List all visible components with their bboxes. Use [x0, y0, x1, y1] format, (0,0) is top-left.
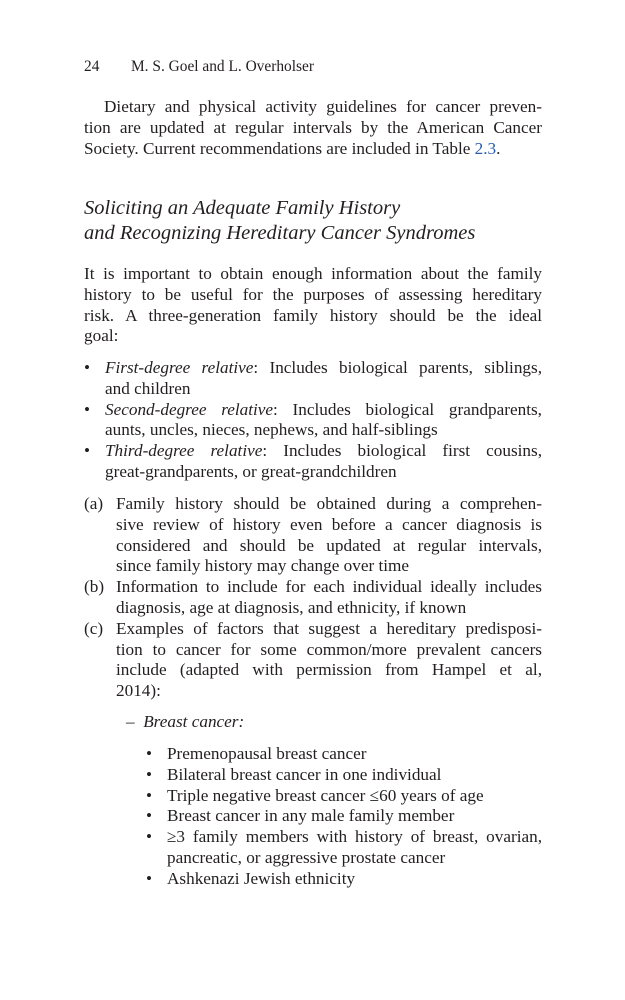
breast-cancer-heading [126, 712, 542, 733]
list-item-text: Premenopausal breast cancer [167, 744, 367, 763]
list-item-line: since family history may change over time [116, 556, 410, 576]
list-item [84, 577, 542, 619]
list-item-line: include (adapted with permission from Hampel et al, [116, 660, 542, 680]
list-marker: (a) [84, 494, 104, 513]
list-item-line: aunts, uncles, nieces, nephews, and half-siblings [105, 420, 438, 440]
list-item-text: Breast cancer in any male family member [167, 806, 455, 826]
paragraph-line: risk. A three-generation family history should be the ideal [84, 305, 542, 325]
list-item-line: tion to cancer for some common/more prevalent cancers [116, 639, 542, 659]
bullet-icon: • [84, 358, 91, 377]
running-head-authors: M. S. Goel and L. Overholser [131, 58, 314, 75]
list-item [84, 441, 542, 483]
paragraph-line: goal: [84, 326, 119, 346]
list-item-text: Bilateral breast cancer in one individual [167, 764, 442, 784]
list-item [146, 786, 542, 807]
bullet-icon: • [146, 868, 153, 888]
bullet-icon: • [146, 785, 153, 805]
bullet-icon: • [146, 764, 153, 784]
section-heading-line: and Recognizing Hereditary Cancer Syndromes [84, 221, 476, 244]
dash-marker: – [126, 712, 135, 731]
list-item [84, 494, 542, 577]
bullet-icon: • [84, 399, 91, 419]
bullet-icon: • [84, 441, 91, 461]
relative-description: : Includes biological grandparents, [273, 399, 542, 419]
relative-description: : Includes biological first cousins, [262, 441, 543, 461]
intro-paragraph [84, 97, 542, 159]
table-link[interactable]: 2.3 [474, 138, 497, 158]
bullet-icon: • [146, 827, 153, 847]
dash-line [126, 712, 542, 733]
list-item [84, 400, 542, 442]
relative-description: : Includes biological parents, siblings, [253, 358, 542, 377]
list-item-line [105, 358, 542, 379]
intro-line-prefix: Society. Current recommendations are included in Table [84, 138, 475, 158]
intro-line [84, 139, 542, 160]
section-paragraph [84, 264, 542, 347]
list-item-text: Triple negative breast cancer ≤60 years of age [167, 785, 484, 805]
list-item-line: considered and should be updated at regular intervals, [116, 535, 542, 555]
intro-line: tion are updated at regular intervals by the American Cancer [84, 117, 542, 137]
bullet-icon: • [146, 744, 153, 763]
list-marker: (b) [84, 577, 105, 597]
list-item-line: Examples of factors that suggest a hereditary predisposi- [116, 618, 542, 638]
paragraph-line: It is important to obtain enough information about the family [84, 264, 542, 283]
list-item-line: Family history should be obtained during a comprehen- [116, 494, 542, 513]
breast-cancer-label: Breast cancer: [143, 712, 245, 731]
breast-cancer-list [146, 744, 542, 890]
section-heading [84, 196, 554, 245]
intro-line-suffix: . [496, 138, 501, 158]
list-item-line [105, 400, 542, 421]
list-item [84, 358, 542, 400]
list-item [146, 806, 542, 827]
list-item-text: ≥3 family members with history of breast, ovarian, [167, 827, 542, 847]
relative-term: Third-degree relative [105, 441, 263, 461]
list-item-text: Ashkenazi Jewish ethnicity [167, 868, 356, 888]
list-item-line: sive review of history even before a cancer diagnosis is [116, 514, 542, 534]
list-item-line: Information to include for each individual ideally includes [116, 577, 542, 597]
list-item [84, 619, 542, 702]
bullet-icon: • [146, 806, 153, 826]
list-item [146, 765, 542, 786]
list-item-line: and children [105, 378, 191, 398]
lettered-list [84, 494, 542, 702]
section-heading-line: Soliciting an Adequate Family History [84, 197, 401, 219]
list-item [146, 869, 542, 890]
intro-line: Dietary and physical activity guidelines for cancer preven- [104, 97, 542, 116]
list-item-line: diagnosis, age at diagnosis, and ethnicity, if known [116, 597, 467, 617]
list-item-line: great-grandparents, or great-grandchildren [105, 461, 397, 481]
list-marker: (c) [84, 618, 104, 638]
paragraph-line: history to be useful for the purposes of assessing hereditary [84, 284, 542, 304]
page-number: 24 [84, 58, 100, 75]
list-item-line: 2014): [116, 681, 161, 701]
running-head [84, 58, 314, 76]
list-item [146, 744, 542, 765]
relatives-list [84, 358, 542, 483]
list-item-line [105, 441, 542, 462]
relative-term: First-degree relative [105, 358, 254, 377]
list-item [146, 827, 542, 869]
list-item-text: pancreatic, or aggressive prostate cancer [167, 847, 446, 867]
relative-term: Second-degree relative [105, 399, 274, 419]
